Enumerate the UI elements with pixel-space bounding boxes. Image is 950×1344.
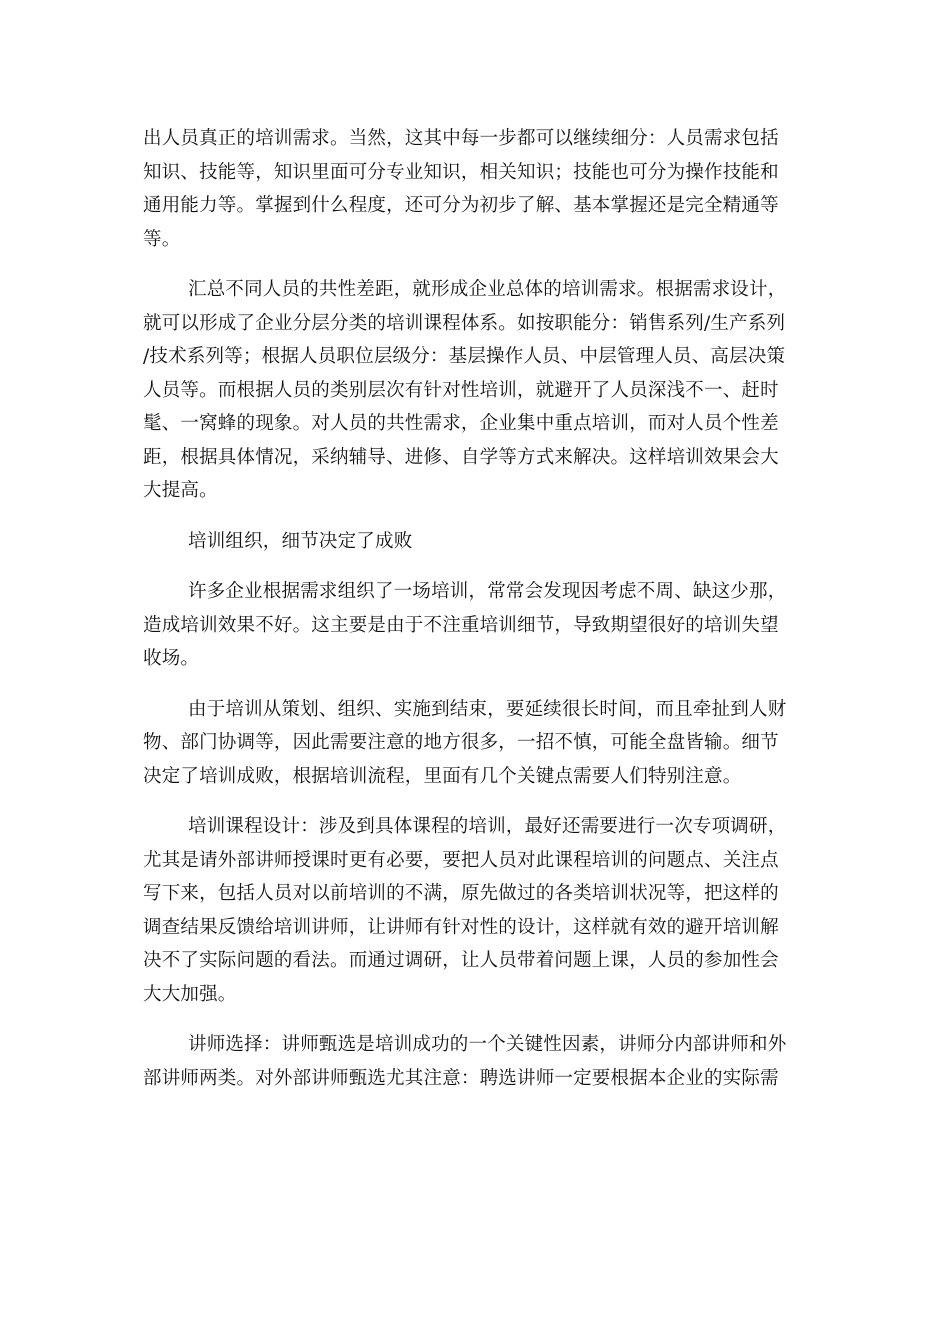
text-line: 物、部门协调等，因此需要注意的地方很多，一招不慎，可能全盘皆输。细节 — [143, 732, 779, 753]
text-line: 收场。 — [143, 648, 200, 669]
text-line: 写下来，包括人员对以前培训的不满，原先做过的各类培训状况等，把这样的 — [143, 883, 779, 904]
section-heading-training-organization — [143, 525, 807, 559]
text-line: 知识、技能等，知识里面可分专业知识，相关知识；技能也可分为操作技能和 — [143, 161, 779, 183]
text-line: 大提高。 — [143, 480, 218, 501]
text-line: 尤其是请外部讲师授课时更有必要，要把人员对此课程培训的问题点、关注点 — [143, 849, 779, 871]
paragraph-poor-training-results — [143, 575, 807, 676]
text-line: 等。 — [143, 228, 181, 250]
text-line: 人员等。而根据人员的类别层次有针对性培训，就避开了人员深浅不一、赶时 — [143, 379, 779, 401]
text-line: 通用能力等。掌握到什么程度，还可分为初步了解、基本掌握还是完全精通等 — [143, 195, 779, 216]
paragraph-course-design — [143, 810, 807, 1011]
text-line: 决不了实际问题的看法。而通过调研，让人员带着问题上课，人员的参加性会 — [143, 950, 779, 971]
paragraph-common-gap-summary — [143, 273, 807, 508]
text-line: 许多企业根据需求组织了一场培训，常常会发现因考虑不周、缺这少那， — [188, 581, 787, 602]
text-line: 调查结果反馈给培训讲师，让讲师有针对性的设计，这样就有效的避开培训解 — [143, 916, 779, 938]
text-line: 就可以形成了企业分层分类的培训课程体系。如按职能分：销售系列/生产系列 — [143, 312, 786, 334]
text-line: 讲师选择：讲师甄选是培训成功的一个关键性因素，讲师分内部讲师和外 — [188, 1034, 787, 1055]
text-line: 出人员真正的培训需求。当然，这其中每一步都可以继续细分：人员需求包括 — [143, 128, 779, 149]
paragraph-trainer-selection — [143, 1028, 807, 1095]
paragraph-training-needs-detail — [143, 122, 807, 256]
text-line: 髦、一窝蜂的现象。对人员的共性需求，企业集中重点培训，而对人员个性差 — [143, 413, 779, 434]
text-line: 培训课程设计：涉及到具体课程的培训，最好还需要进行一次专项调研， — [188, 816, 787, 837]
text-line: 汇总不同人员的共性差距，就形成企业总体的培训需求。根据需求设计， — [188, 279, 787, 300]
paragraph-training-process-details — [143, 693, 807, 794]
text-line: 部讲师两类。对外部讲师甄选尤其注意：聘选讲师一定要根据本企业的实际需 — [143, 1067, 779, 1089]
text-line: 造成培训效果不好。这主要是由于不注重培训细节，导致期望很好的培训失望 — [143, 614, 779, 636]
text-line: 大大加强。 — [143, 983, 237, 1005]
text-line: 培训组织，细节决定了成败 — [188, 530, 413, 552]
text-line: 距，根据具体情况，采纳辅导、进修、自学等方式来解决。这样培训效果会大 — [143, 446, 779, 468]
text-line: 决定了培训成败，根据培训流程，里面有几个关键点需要人们特别注意。 — [143, 765, 742, 787]
text-line: 由于培训从策划、组织、实施到结束，要延续很长时间，而且牵扯到人财 — [188, 698, 787, 720]
document-body — [143, 122, 807, 1112]
text-line: /技术系列等；根据人员职位层级分：基层操作人员、中层管理人员、高层决策 — [143, 346, 786, 367]
